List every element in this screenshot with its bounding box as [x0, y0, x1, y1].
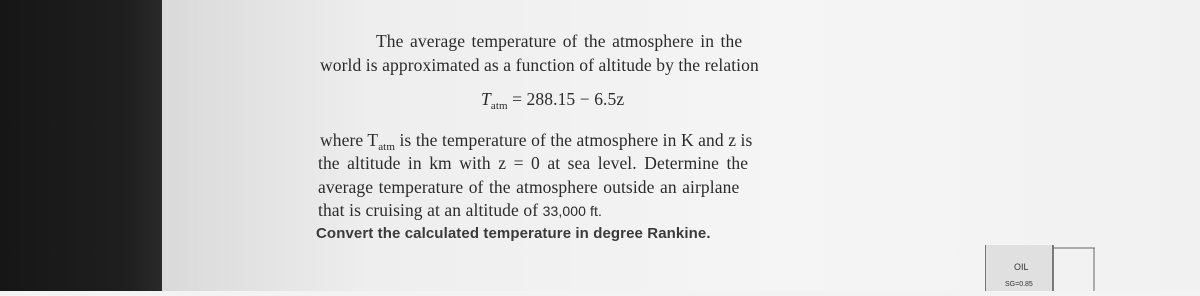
oil-sg-label: SG=0.85	[1005, 281, 1033, 288]
altitude-value: 33,000 ft.	[542, 203, 603, 219]
problem-line-3	[320, 130, 752, 153]
equation-rhs: = 288.15 − 6.5z	[507, 89, 625, 109]
oil-label: OIL	[1014, 262, 1029, 272]
oil-tank-drawing	[985, 245, 1095, 291]
problem-line-5: average temperature of the atmosphere outside an airplane	[318, 177, 740, 197]
equation-variable: T	[481, 89, 491, 109]
line3-post: is the temperature of the atmosphere in K and z is	[395, 130, 753, 150]
problem-line-6	[318, 200, 602, 221]
problem-line-1: The average temperature of the atmosphere in the	[376, 31, 743, 51]
line3-subscript: atm	[378, 141, 395, 153]
dark-background-edge	[0, 0, 162, 291]
oil-tank-figure	[985, 245, 1095, 291]
problem-line-2: world is approximated as a function of altitude by the relation	[320, 55, 759, 75]
equation	[481, 89, 624, 112]
line6-pre: that is cruising at an altitude of	[318, 200, 543, 220]
line3-pre: where T	[320, 130, 379, 150]
problem-line-4: the altitude in km with z = 0 at sea level. Determine the	[318, 153, 749, 173]
equation-subscript: atm	[490, 100, 508, 112]
problem-line-7: Convert the calculated temperature in degree Rankine.	[316, 225, 711, 242]
